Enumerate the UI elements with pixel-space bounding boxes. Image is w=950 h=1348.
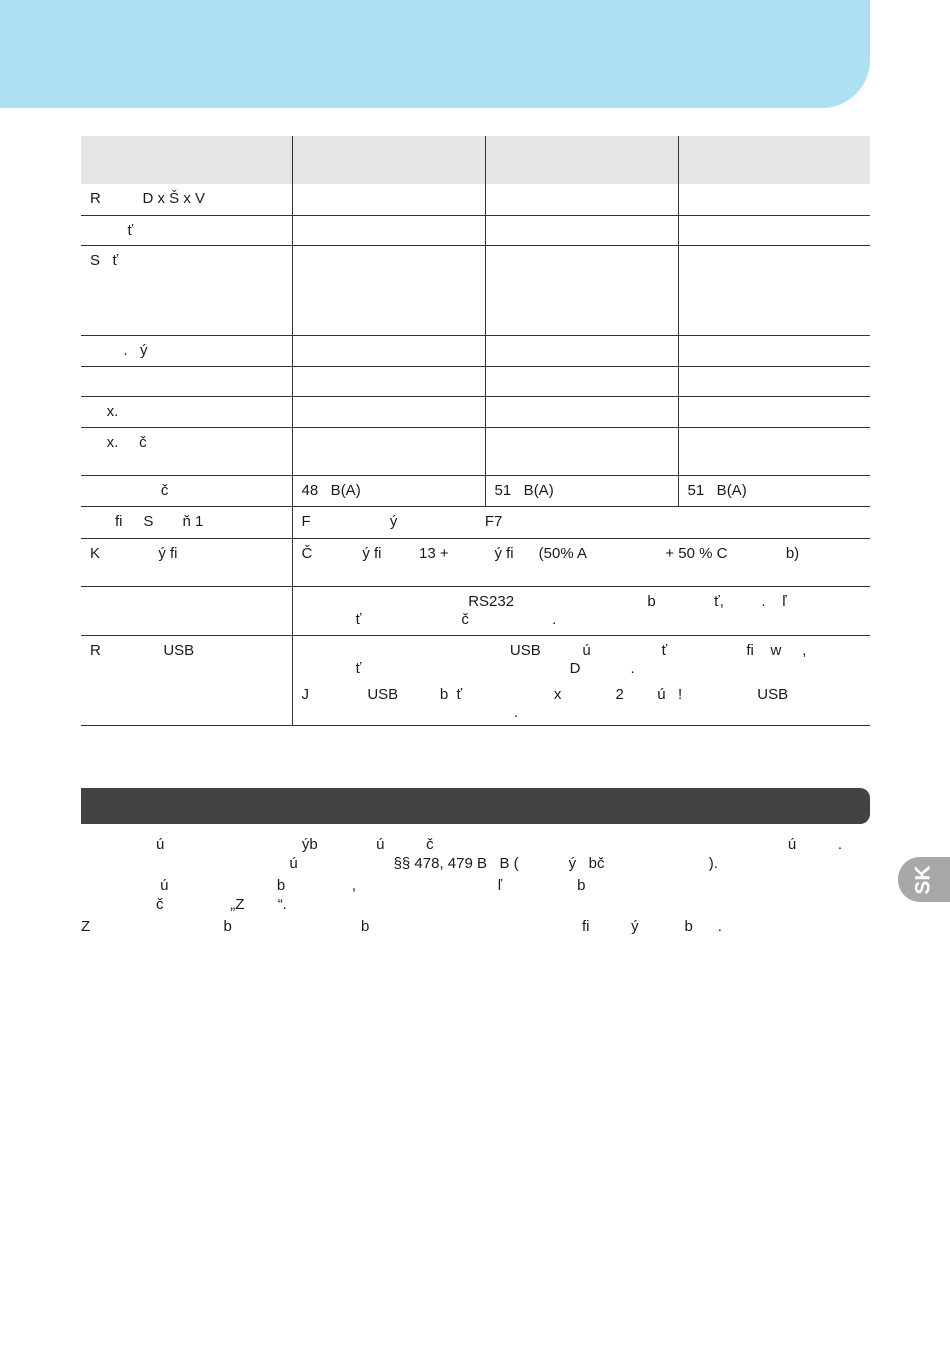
table-cell (678, 366, 870, 396)
table-row (81, 538, 870, 586)
header-cell (485, 136, 678, 184)
warranty-line: Z b b fi ý b . (81, 918, 722, 935)
span-cell (292, 586, 870, 635)
header-band (0, 0, 870, 108)
table-row (81, 506, 870, 538)
table-cell (292, 427, 485, 475)
span-cell: Č ý fi 13 + ý fi (50% A + 50 % C b) (292, 538, 870, 586)
span-line: USB ú ť fi w , (301, 641, 807, 659)
table-cell (678, 396, 870, 427)
header-cell (292, 136, 485, 184)
table-cell (292, 245, 485, 335)
row-label: . ý (81, 335, 292, 366)
warranty-line: ú ýb ú č ú . (81, 836, 843, 853)
header-cell (81, 136, 292, 184)
table-row (81, 586, 870, 635)
table-row (81, 396, 870, 427)
span-line: J USB b ť x 2 ú ! USB (301, 685, 789, 703)
warranty-text (81, 835, 871, 936)
table-cell (678, 427, 870, 475)
row-label: č (81, 475, 292, 506)
row-label: x. č (81, 427, 292, 475)
noise-level-cell: 51 B(A) (485, 475, 678, 506)
table-cell (485, 335, 678, 366)
table-cell (292, 366, 485, 396)
row-label (81, 366, 292, 396)
row-label (81, 586, 292, 635)
table-row (81, 184, 870, 215)
span-cell: F ý F7 (292, 506, 870, 538)
warranty-line: ú §§ 478, 479 B B ( ý bč ). (81, 855, 718, 872)
noise-level-cell: 51 B(A) (678, 475, 870, 506)
table-cell (485, 215, 678, 245)
table-header-row (81, 136, 870, 184)
row-label: K ý fi (81, 538, 292, 586)
spec-table (81, 136, 870, 726)
table-cell (485, 245, 678, 335)
table-cell (485, 396, 678, 427)
table-cell (292, 215, 485, 245)
span-line: RS232 b ť, . ľ (301, 592, 787, 610)
span-line: ť D . (301, 659, 635, 677)
header-cell (678, 136, 870, 184)
span-line: ť č . (301, 610, 557, 628)
row-label: fi S ň 1 (81, 506, 292, 538)
table-cell (485, 184, 678, 215)
table-cell (292, 396, 485, 427)
table-cell (678, 335, 870, 366)
table-row (81, 335, 870, 366)
table-row (81, 635, 870, 725)
span-line: . (301, 703, 519, 721)
language-tab-label: SK (912, 864, 935, 895)
table-cell (678, 245, 870, 335)
noise-level-cell: 48 B(A) (292, 475, 485, 506)
table-cell (292, 184, 485, 215)
warranty-line: č „Z “. (81, 896, 287, 913)
warranty-line: ú b , ľ b (81, 877, 586, 894)
table-cell (678, 184, 870, 215)
row-label: ť (81, 215, 292, 245)
table-cell (292, 335, 485, 366)
language-tab-sk (898, 857, 950, 902)
table-cell (485, 366, 678, 396)
table-row (81, 215, 870, 245)
row-label: R D x Š x V (81, 184, 292, 215)
span-cell (292, 635, 870, 725)
table-row (81, 427, 870, 475)
row-label: x. (81, 396, 292, 427)
table-row (81, 366, 870, 396)
table-row (81, 245, 870, 335)
row-label: S ť (81, 245, 292, 335)
section-title-bar (81, 788, 870, 824)
table-cell (485, 427, 678, 475)
table-row (81, 475, 870, 506)
table-cell (678, 215, 870, 245)
row-label: R USB (81, 635, 292, 725)
